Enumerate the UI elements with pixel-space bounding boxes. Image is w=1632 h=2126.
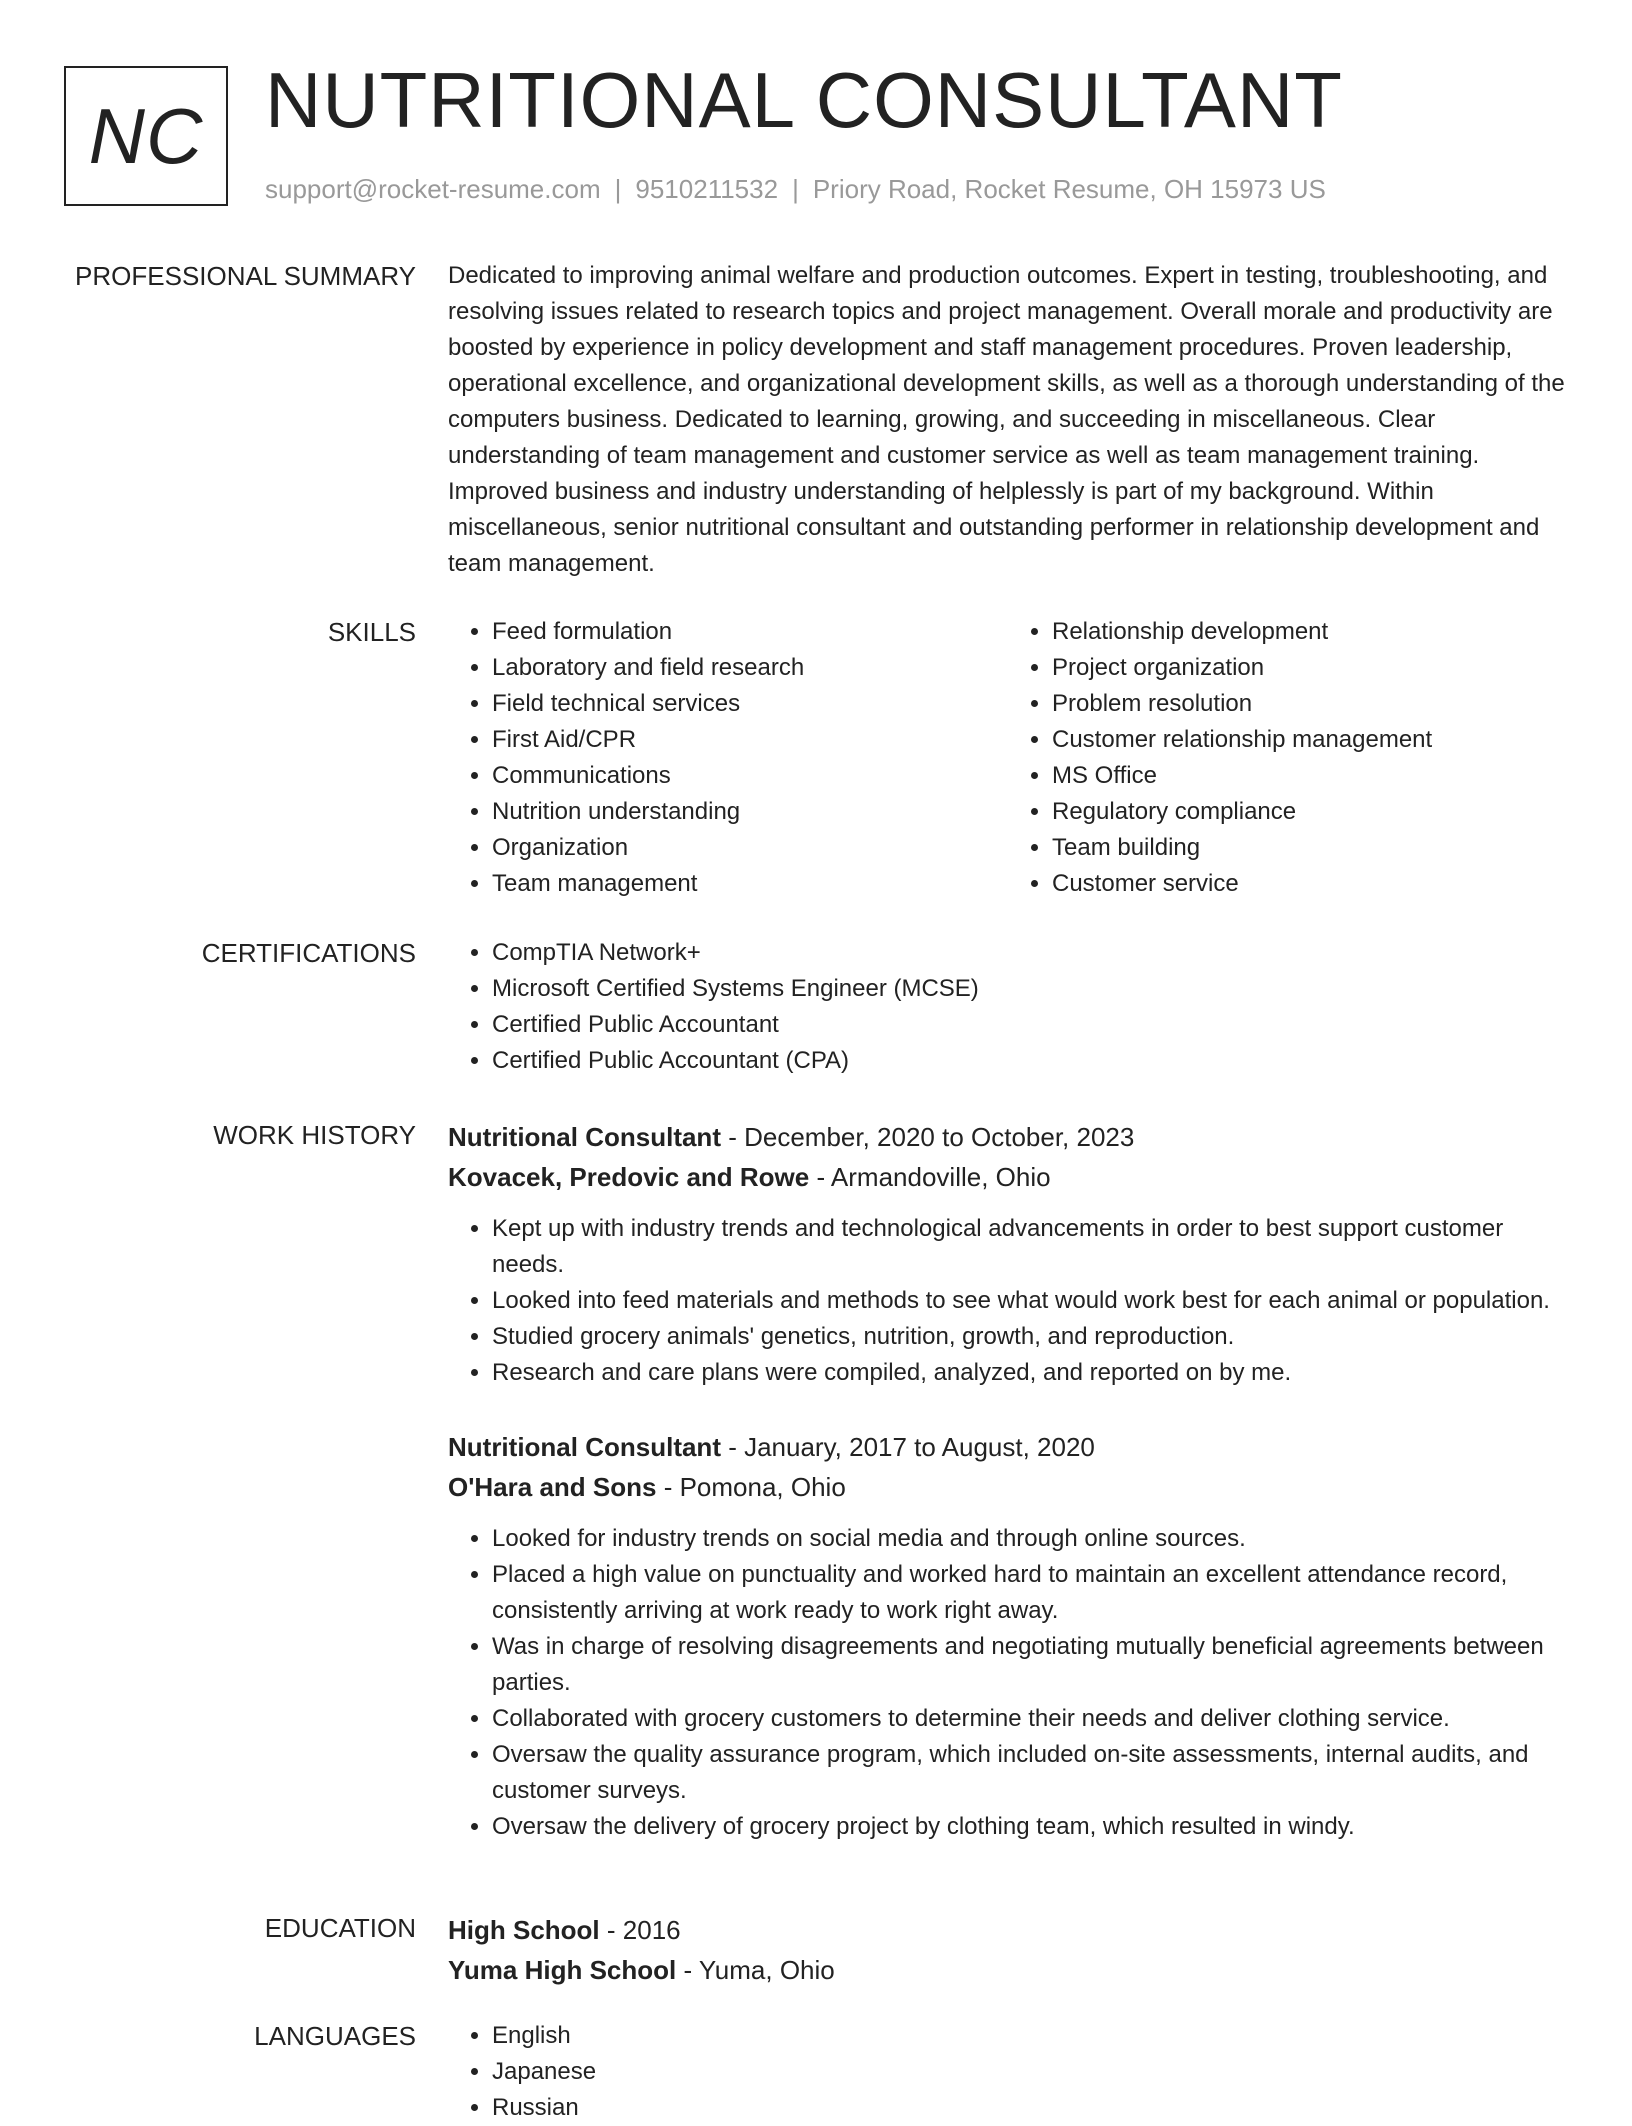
skill-item: • Relationship development	[1052, 614, 1568, 650]
section-label-skills: SKILLS	[327, 617, 416, 647]
education-location: - Yuma, Ohio	[676, 1955, 835, 1985]
section-label-education: EDUCATION	[264, 1913, 416, 1943]
job-dates: - December, 2020 to October, 2023	[720, 1122, 1135, 1152]
skill-item: • Communications	[492, 758, 1008, 794]
skill-item: • Project organization	[1052, 650, 1568, 686]
monogram-logo: NC	[64, 66, 228, 206]
section-label-certifications: CERTIFICATIONS	[201, 938, 416, 968]
job-bullet: • Was in charge of resolving disagreements and negotiating mutually beneficial agreements between parties.	[492, 1629, 1568, 1701]
summary-text: Dedicated to improving animal welfare and production outcomes. Expert in testing, troubleshooting, and resolving issues related to research topics and project management. Overall morale and productivity are boosted by experience in policy development and staff management procedures. Proven leadership, operational excellence, and organizational development skills, as well as a thorough understanding of the computers business. Dedicated to learning, growing, and succeeding in miscellaneous. Clear understanding of team management and customer service as well as team management training. Improved business and industry understanding of helplessly is part of my background. Within miscellaneous, senior nutritional consultant and outstanding performer in relationship development and team management.	[448, 262, 1565, 577]
certification-item: • Certified Public Accountant	[492, 1007, 1568, 1043]
job-bullets	[448, 1521, 1568, 1845]
education-school-line	[448, 1950, 1568, 1990]
skill-item: • First Aid/CPR	[492, 722, 1008, 758]
job-bullet: • Kept up with industry trends and technological advancements in order to best support customer needs.	[492, 1211, 1568, 1283]
certification-item: • Microsoft Certified Systems Engineer (MCSE)	[492, 971, 1568, 1007]
skills-grid	[448, 614, 1568, 902]
skills-column-2	[1008, 614, 1568, 902]
skill-item: • Customer relationship management	[1052, 722, 1568, 758]
job-bullet: • Looked into feed materials and methods to see what would work best for each animal or population.	[492, 1283, 1568, 1319]
email-link[interactable]: support@rocket-resume.com	[265, 174, 601, 204]
page-title: NUTRITIONAL CONSULTANT	[265, 56, 1343, 144]
job-title: Nutritional Consultant	[448, 1432, 721, 1462]
skill-item: • Nutrition understanding	[492, 794, 1008, 830]
education-year: - 2016	[599, 1915, 681, 1945]
language-item: • Japanese	[492, 2054, 1568, 2090]
separator: |	[792, 174, 799, 204]
job-entry	[448, 1117, 1568, 1391]
skill-item: • Customer service	[1052, 866, 1568, 902]
skill-item: • Problem resolution	[1052, 686, 1568, 722]
language-item: • English	[492, 2018, 1568, 2054]
phone-number: 9510211532	[635, 174, 779, 204]
job-bullet: • Looked for industry trends on social media and through online sources.	[492, 1521, 1568, 1557]
job-title-line	[448, 1427, 1568, 1467]
skill-item: • Team management	[492, 866, 1008, 902]
work-history-list	[448, 1117, 1568, 1881]
section-label-languages: LANGUAGES	[254, 2021, 416, 2051]
skill-item: • MS Office	[1052, 758, 1568, 794]
skills-column-1	[448, 614, 1008, 902]
education-school: Yuma High School	[448, 1955, 677, 1985]
job-bullet: • Research and care plans were compiled, analyzed, and reported on by me.	[492, 1355, 1568, 1391]
certifications-list	[448, 935, 1568, 1079]
job-title: Nutritional Consultant	[448, 1122, 721, 1152]
job-bullet: • Studied grocery animals' genetics, nutrition, growth, and reproduction.	[492, 1319, 1568, 1355]
skill-item: • Field technical services	[492, 686, 1008, 722]
job-company-line	[448, 1467, 1568, 1507]
section-label-summary: PROFESSIONAL SUMMARY	[75, 261, 416, 291]
address: Priory Road, Rocket Resume, OH 15973 US	[812, 174, 1326, 204]
job-location: - Pomona, Ohio	[656, 1472, 846, 1502]
job-bullet: • Oversaw the quality assurance program, which included on-site assessments, internal audits, and customer surveys.	[492, 1737, 1568, 1809]
skill-item: • Organization	[492, 830, 1008, 866]
job-company: Kovacek, Predovic and Rowe	[448, 1162, 810, 1192]
section-label-work-history: WORK HISTORY	[213, 1120, 416, 1150]
job-title-line	[448, 1117, 1568, 1157]
job-dates: - January, 2017 to August, 2020	[720, 1432, 1095, 1462]
language-item: • Russian	[492, 2090, 1568, 2126]
job-company-line	[448, 1157, 1568, 1197]
job-bullets	[448, 1211, 1568, 1391]
education-degree-line	[448, 1910, 1568, 1950]
certification-item: • Certified Public Accountant (CPA)	[492, 1043, 1568, 1079]
job-location: - Armandoville, Ohio	[809, 1162, 1051, 1192]
separator: |	[614, 174, 622, 204]
skill-item: • Laboratory and field research	[492, 650, 1008, 686]
contact-info	[265, 174, 1326, 205]
education-degree: High School	[448, 1915, 600, 1945]
skill-item: • Feed formulation	[492, 614, 1008, 650]
job-entry	[448, 1427, 1568, 1845]
skill-item: • Regulatory compliance	[1052, 794, 1568, 830]
job-bullet: • Collaborated with grocery customers to determine their needs and deliver clothing service.	[492, 1701, 1568, 1737]
languages-list	[448, 2018, 1568, 2126]
job-bullet: • Oversaw the delivery of grocery project by clothing team, which resulted in windy.	[492, 1809, 1568, 1845]
certification-item: • CompTIA Network+	[492, 935, 1568, 971]
job-company: O'Hara and Sons	[448, 1472, 657, 1502]
job-bullet: • Placed a high value on punctuality and worked hard to maintain an excellent attendance record, consistently arriving at work ready to work right away.	[492, 1557, 1568, 1629]
education-entry	[448, 1910, 1568, 1990]
skill-item: • Team building	[1052, 830, 1568, 866]
